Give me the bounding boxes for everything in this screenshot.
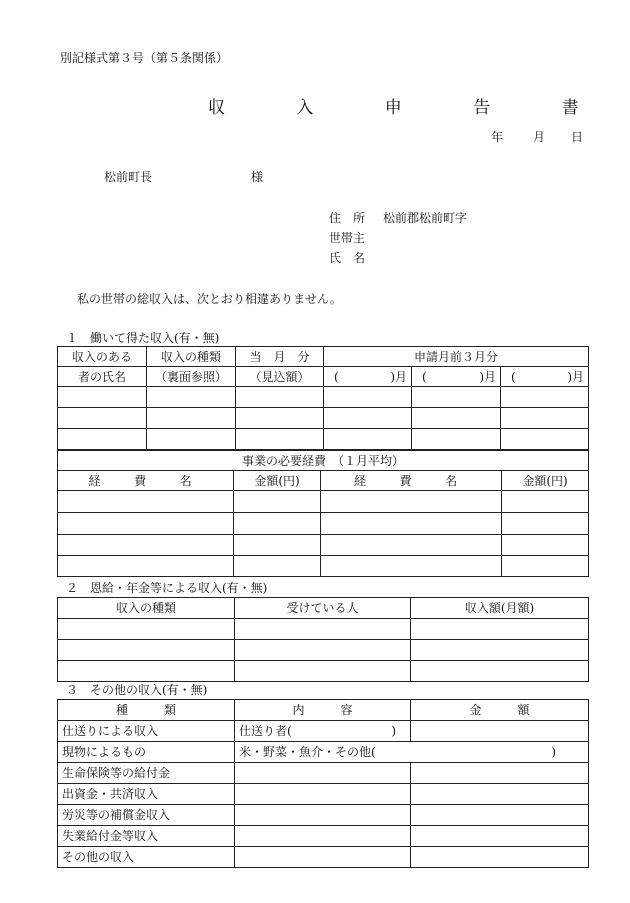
col-prior-months: 申請月前３月分 — [324, 347, 589, 367]
entry-cell[interactable] — [58, 640, 235, 661]
table-row — [58, 805, 589, 826]
col-type-line2: （裏面参照） — [147, 367, 236, 387]
prior-month-2-header: ( )月 — [412, 367, 501, 387]
entry-cell[interactable] — [411, 640, 589, 661]
entry-cell[interactable] — [58, 556, 234, 577]
table-row — [58, 784, 589, 805]
form-reference: 別記様式第３号（第５条関係） — [60, 51, 229, 65]
table-row — [58, 661, 589, 682]
table-row — [58, 763, 589, 784]
earned-income-table — [57, 346, 589, 450]
entry-cell[interactable] — [411, 805, 589, 826]
entry-cell[interactable] — [502, 556, 589, 577]
pension-type-header: 収入の種類 — [58, 598, 235, 619]
other-income-table — [57, 699, 589, 868]
col-type-line1: 収入の種類 — [147, 347, 236, 367]
other-content-header: 内 容 — [235, 700, 411, 721]
in-kind-content-cell[interactable]: 米・野菜・魚介・その他( ) — [235, 742, 589, 763]
entry-cell[interactable] — [58, 661, 235, 682]
entry-cell[interactable] — [501, 387, 589, 408]
other-amount-header: 金 額 — [411, 700, 589, 721]
entry-cell[interactable] — [236, 408, 324, 429]
entry-cell[interactable] — [235, 763, 411, 784]
entry-cell[interactable] — [321, 491, 502, 513]
honorific: 様 — [251, 170, 264, 184]
entry-cell[interactable] — [235, 784, 411, 805]
expense-name-header: 経 費 名 — [321, 471, 502, 491]
remittance-content-cell[interactable]: 仕送り者( ) — [235, 721, 411, 742]
entry-cell[interactable] — [321, 556, 502, 577]
entry-cell[interactable] — [235, 661, 411, 682]
section1-heading: １ 働いて得た収入(有・無) — [66, 331, 220, 345]
entry-cell[interactable] — [147, 408, 236, 429]
entry-cell[interactable] — [501, 408, 589, 429]
entry-cell[interactable] — [236, 429, 324, 450]
table-row — [58, 826, 589, 847]
entry-cell[interactable] — [411, 784, 589, 805]
address-label: 住 所 — [329, 211, 366, 225]
expenses-heading: 事業の必要経費 （１月平均） — [58, 451, 589, 471]
entry-cell[interactable] — [147, 387, 236, 408]
entry-cell[interactable] — [58, 429, 147, 450]
table-row — [58, 556, 589, 577]
table-row — [58, 387, 589, 408]
entry-cell[interactable] — [147, 429, 236, 450]
entry-cell[interactable] — [412, 387, 501, 408]
expense-amount-header: 金額(円) — [234, 471, 321, 491]
entry-cell[interactable] — [411, 721, 589, 742]
date-month-label: 月 — [533, 130, 546, 144]
expense-name-header: 経 費 名 — [58, 471, 234, 491]
declaration-text: 私の世帯の総収入は、次とおり相違ありません。 — [77, 292, 342, 306]
entry-cell[interactable] — [411, 847, 589, 868]
date-day-label: 日 — [571, 130, 584, 144]
entry-cell[interactable] — [321, 513, 502, 535]
entry-cell[interactable] — [235, 619, 411, 640]
row-label-remittance: 仕送りによる収入 — [58, 721, 235, 742]
household-head-label: 世帯主 — [329, 231, 366, 245]
entry-cell[interactable] — [58, 535, 234, 556]
entry-cell[interactable] — [235, 826, 411, 847]
col-month-line2: （見込額） — [236, 367, 324, 387]
col-person-line2: 者の氏名 — [58, 367, 147, 387]
address-value: 松前郡松前町字 — [383, 211, 468, 225]
row-label-insurance: 生命保険等の給付金 — [58, 763, 235, 784]
row-label-unemployment: 失業給付金等収入 — [58, 826, 235, 847]
entry-cell[interactable] — [412, 429, 501, 450]
row-label-compensation: 労災等の補償金収入 — [58, 805, 235, 826]
pension-amount-header: 収入額(月額) — [411, 598, 589, 619]
entry-cell[interactable] — [235, 847, 411, 868]
pension-recipient-header: 受けている人 — [235, 598, 411, 619]
entry-cell[interactable] — [58, 491, 234, 513]
prior-month-1-header: ( )月 — [324, 367, 412, 387]
entry-cell[interactable] — [234, 556, 321, 577]
entry-cell[interactable] — [502, 535, 589, 556]
entry-cell[interactable] — [58, 408, 147, 429]
entry-cell[interactable] — [234, 491, 321, 513]
table-row — [58, 535, 589, 556]
entry-cell[interactable] — [502, 513, 589, 535]
row-label-investment: 出資金・共済収入 — [58, 784, 235, 805]
table-row — [58, 429, 589, 450]
date-year-label: 年 — [491, 130, 504, 144]
entry-cell[interactable] — [412, 408, 501, 429]
business-expenses-table — [57, 450, 589, 577]
entry-cell[interactable] — [58, 619, 235, 640]
table-row — [58, 847, 589, 868]
entry-cell[interactable] — [321, 535, 502, 556]
row-label-in-kind: 現物によるもの — [58, 742, 235, 763]
row-label-other: その他の収入 — [58, 847, 235, 868]
entry-cell[interactable] — [235, 640, 411, 661]
entry-cell[interactable] — [235, 805, 411, 826]
entry-cell[interactable] — [502, 491, 589, 513]
entry-cell[interactable] — [411, 619, 589, 640]
other-type-header: 種 類 — [58, 700, 235, 721]
table-row — [58, 513, 589, 535]
name-label: 氏 名 — [329, 251, 366, 265]
entry-cell[interactable] — [324, 408, 412, 429]
table-row — [58, 742, 589, 763]
entry-cell[interactable] — [411, 826, 589, 847]
entry-cell[interactable] — [411, 763, 589, 784]
table-row — [58, 721, 589, 742]
expense-amount-header: 金額(円) — [502, 471, 589, 491]
entry-cell[interactable] — [411, 661, 589, 682]
entry-cell[interactable] — [236, 387, 324, 408]
col-month-line1: 当 月 分 — [236, 347, 324, 367]
addressee: 松前町長 — [104, 170, 153, 184]
prior-month-3-header: ( )月 — [501, 367, 589, 387]
table-row — [58, 408, 589, 429]
pension-income-table — [57, 597, 589, 682]
entry-cell[interactable] — [324, 387, 412, 408]
entry-cell[interactable] — [58, 513, 234, 535]
section3-heading: ３ その他の収入(有・無) — [66, 683, 208, 697]
table-row — [58, 640, 589, 661]
entry-cell[interactable] — [324, 429, 412, 450]
section2-heading: ２ 恩給・年金等による収入(有・無) — [66, 581, 268, 595]
col-person-line1: 収入のある — [58, 347, 147, 367]
table-row — [58, 619, 589, 640]
entry-cell[interactable] — [501, 429, 589, 450]
entry-cell[interactable] — [234, 535, 321, 556]
entry-cell[interactable] — [234, 513, 321, 535]
table-row — [58, 491, 589, 513]
entry-cell[interactable] — [58, 387, 147, 408]
page-title: 収 入 申 告 書 — [208, 98, 606, 118]
